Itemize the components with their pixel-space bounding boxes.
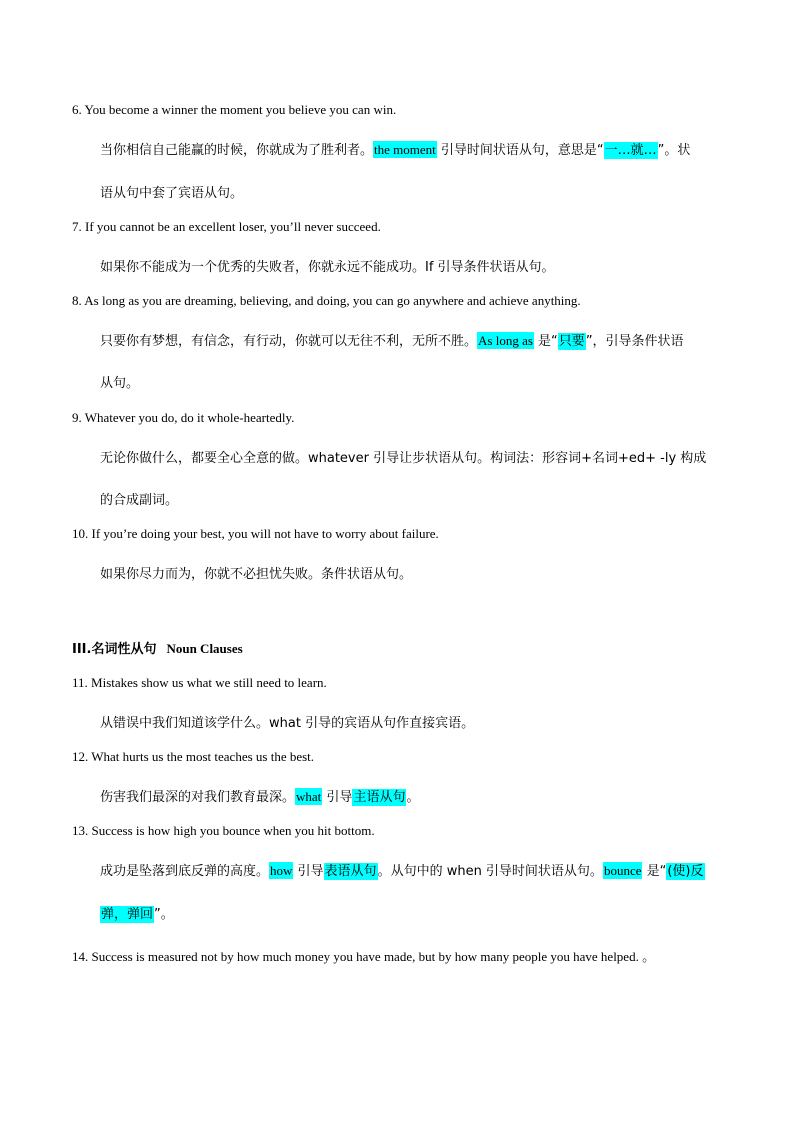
sentence-6-translation-cont: 语从句中套了宾语从句。 xyxy=(100,186,244,201)
translation-text: 引导 xyxy=(322,790,353,805)
section-heading-en: Noun Clauses xyxy=(166,641,243,656)
translation-text: 当你相信自己能赢的时候，你就成为了胜利者。 xyxy=(100,143,374,158)
highlight-bounce-meaning-cont: 弹，弹回 xyxy=(101,907,154,922)
sentence-13-translation xyxy=(100,860,705,879)
sentence-8-translation xyxy=(100,330,684,349)
highlight-bounce: bounce xyxy=(603,863,642,878)
translation-text: 是“ xyxy=(642,864,667,879)
sentence-9-translation-cont: 的合成副词。 xyxy=(100,493,179,508)
highlight-how: how xyxy=(270,863,293,878)
sentence-10-english: 10. If you’re doing your best, you will not have to worry about failure. xyxy=(72,526,439,541)
sentence-13-english: 13. Success is how high you bounce when you hit bottom. xyxy=(72,823,375,838)
translation-text: ”。状 xyxy=(657,143,691,158)
translation-text: 引导 xyxy=(293,864,324,879)
sentence-11-translation: 从错误中我们知道该学什么。what 引导的宾语从句作直接宾语。 xyxy=(100,716,475,731)
highlight-the-moment: the moment xyxy=(374,142,436,157)
translation-text: ”。 xyxy=(154,907,174,922)
sentence-7-translation: 如果你不能成为一个优秀的失败者，你就永远不能成功。If 引导条件状语从句。 xyxy=(100,260,555,275)
highlight-meaning: 一…就… xyxy=(604,143,657,158)
translation-text: 。 xyxy=(406,790,420,805)
sentence-9-translation: 无论你做什么，都要全心全意的做。whatever 引导让步状语从句。构词法：形容词+名词+ed+ -ly 构成 xyxy=(100,451,707,466)
section-heading xyxy=(72,638,243,657)
translation-text: 是“ xyxy=(538,334,558,349)
sentence-6-translation xyxy=(100,139,690,158)
sentence-14-english: 14. Success is measured not by how much money you have made, but by how many people you have helped. 。 xyxy=(72,949,656,964)
sentence-12-english: 12. What hurts us the most teaches us the best. xyxy=(72,749,315,764)
translation-text: 伤害我们最深的对我们教育最深。 xyxy=(100,790,296,805)
highlight-bounce-meaning: (使)反 xyxy=(667,864,704,879)
translation-text: 引导时间状语从句，意思是“ xyxy=(440,143,604,158)
sentence-10-translation: 如果你尽力而为，你就不必担忧失败。条件状语从句。 xyxy=(100,567,413,582)
translation-text: 成功是坠落到底反弹的高度。 xyxy=(100,864,270,879)
sentence-13-translation-cont xyxy=(100,903,174,922)
sentence-8-english: 8. As long as you are dreaming, believing, and doing, you can go anywhere and achieve anything. xyxy=(72,293,581,308)
highlight-predicative-clause: 表语从句 xyxy=(324,864,377,879)
translation-text: 。从句中的 when 引导时间状语从句。 xyxy=(377,864,603,879)
sentence-12-translation xyxy=(100,786,419,805)
sentence-6-english: 6. You become a winner the moment you believe you can win. xyxy=(72,102,397,117)
sentence-11-english: 11. Mistakes show us what we still need to learn. xyxy=(72,675,327,690)
translation-text: 只要你有梦想，有信念，有行动，你就可以无往不利，无所不胜。 xyxy=(100,334,478,349)
section-heading-zh: III.名词性从句 xyxy=(72,642,157,657)
highlight-as-long-as: As long as xyxy=(478,333,533,348)
highlight-what: what xyxy=(296,789,322,804)
highlight-subject-clause: 主语从句 xyxy=(353,790,406,805)
sentence-7-english: 7. If you cannot be an excellent loser, you’ll never succeed. xyxy=(72,219,381,234)
sentence-8-translation-cont: 从句。 xyxy=(100,376,140,391)
sentence-9-english: 9. Whatever you do, do it whole-heartedly. xyxy=(72,410,295,425)
translation-text: ”，引导条件状语 xyxy=(585,334,684,349)
highlight-only-if: 只要 xyxy=(558,334,585,349)
